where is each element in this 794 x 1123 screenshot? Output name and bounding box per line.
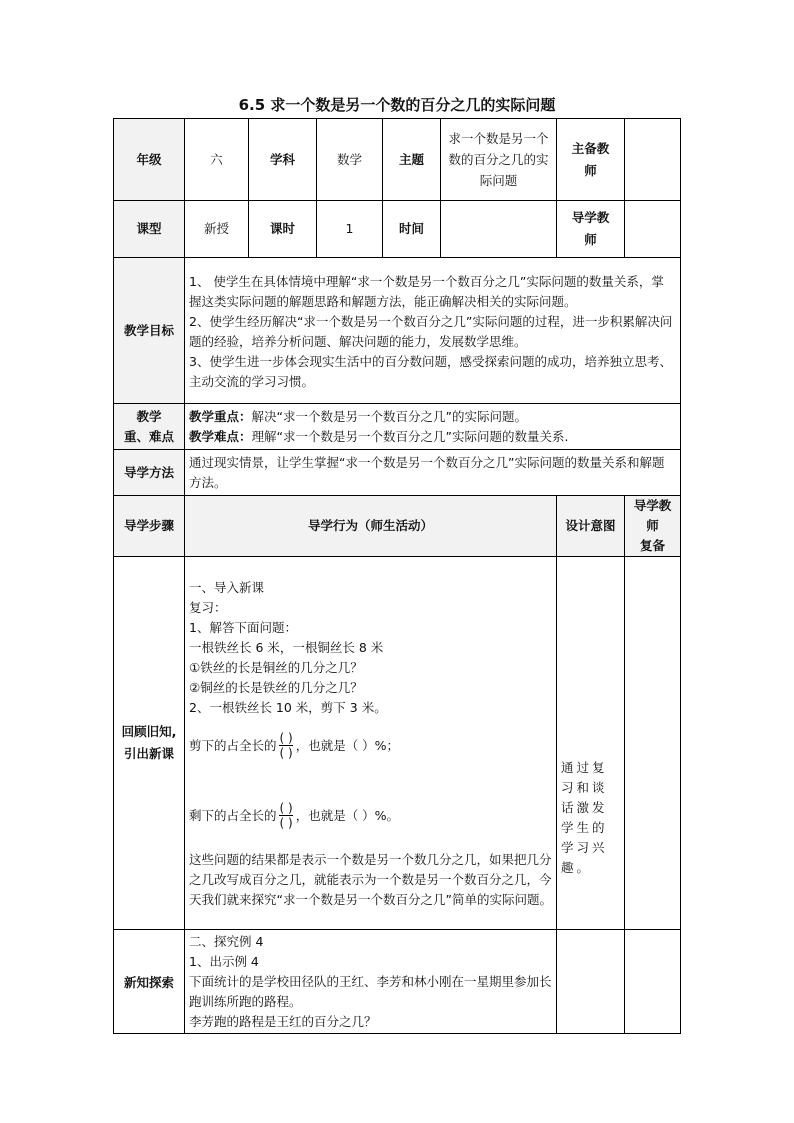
text-line: ①铁丝的长是铜丝的几分之几？ [189,659,363,675]
info-row-2 [114,201,681,258]
period-label: 课时 [249,201,317,258]
time-value [441,201,557,258]
steps-header: 导学步骤 [114,496,185,557]
review-teacher-notes [625,557,681,930]
grade-value: 六 [185,119,249,201]
text-line: 1、解答下面问题： [189,619,297,635]
review-section-row [114,557,681,930]
goal-item: 1、 使学生在具体情境中理解“求一个数是另一个数百分之几”实际问题的数量关系，掌握这类实际问题的解题思路和解题方法，能正确解决相关的实际问题。 [189,273,664,309]
fraction-blank: $\frac{( )}{( )}$ [279,731,293,760]
lesson-type-label: 课型 [114,201,185,258]
method-row [114,450,681,496]
page-title: 6.5 求一个数是另一个数的百分之几的实际问题 [238,96,556,114]
guide-teacher-value [625,201,681,258]
difficulty-line: 教学难点：理解“求一个数是另一个数百分之几”实际问题的数量关系. [189,428,569,444]
info-row-1 [114,119,681,201]
method-text: 通过现实情景，让学生掌握“求一个数是另一个数百分之几”实际问题的数量关系和解题方法。 [185,450,681,496]
teacher-value [625,119,681,201]
subject-value: 数学 [317,119,383,201]
review-section-label: 回顾旧知,引出新课 [114,557,185,930]
text-line: 下面统计的是学校田径队的王红、李芳和林小刚在一星期里参加长跑训练所跑的路程。 [189,974,552,1009]
goal-item: 2、使学生经历解决“求一个数是另一个数百分之几”实际问题的过程，进一步积累解决问题的经验，培养分析问题、解决问题的能力，发展数学思维。 [189,313,673,349]
fraction-blank: $\frac{( )}{( )}$ [279,801,293,830]
lesson-type-value: 新授 [185,201,249,258]
topic-label: 主题 [383,119,441,201]
guide-teacher-label: 导学教师 [557,201,625,258]
teacher-label: 主备教师 [557,119,625,201]
explore-section-content [185,930,557,1034]
text-line: 复习： [189,599,227,615]
explore-section-label: 新知探索 [114,930,185,1034]
method-label: 导学方法 [114,450,185,496]
topic-value: 求一个数是另一个数的百分之几的实际问题 [441,119,557,201]
keypoints-label: 教学 重、难点 [114,404,185,450]
explore-section-row [114,930,681,1034]
review-design-intent: 通过复习和谈话激发学生的学习兴趣。 [557,557,625,930]
goals-row [114,258,681,404]
explore-design-intent [557,930,625,1034]
keypoints-content [185,404,681,450]
intro-paragraph: 这些问题的结果都是表示一个数是另一个数几分之几，如果把几分之几改写成百分之几，就能表示为一个数是另一个数百分之几，今天我们就来探究“求一个数是另一个数百分之几”简单的实际问题。 [189,851,552,907]
time-label: 时间 [383,201,441,258]
text-line: ②铜丝的长是铁丝的几分之几？ [189,679,363,695]
goals-content [185,258,681,404]
text-line: 二、探究例 4 [189,934,264,949]
subject-label: 学科 [249,119,317,201]
period-value: 1 [317,201,383,258]
design-header: 设计意图 [557,496,625,557]
lesson-plan-table [113,118,681,1034]
text-line: 一、导入新课 [189,579,265,595]
goals-label: 教学目标 [114,258,185,404]
grade-label: 年级 [114,119,185,201]
text-line: 李芳跑的路程是王红的百分之几？ [189,1014,377,1029]
text-line: 2、一根铁丝长 10 米，剪下 3 米。 [189,699,387,715]
text-line: 1、出示例 4 [189,954,259,969]
goal-item: 3、使学生进一步体会现实生活中的百分数问题，感受探索问题的成功，培养独立思考、主动交流的学习习惯。 [189,353,672,389]
explore-teacher-notes [625,930,681,1034]
review-section-content [185,557,557,930]
review-header: 导学教师 复备 [625,496,681,557]
cut-fraction-line: 剪下的占全长的 $\frac{( )}{( )}$ ，也就是（ ）%； [189,731,400,760]
focus-line: 教学重点：解决“求一个数是另一个数百分之几”的实际问题。 [189,408,527,424]
steps-header-row [114,496,681,557]
keypoints-row [114,404,681,450]
remain-fraction-line: 剩下的占全长的 $\frac{( )}{( )}$ ，也就是（ ）%。 [189,801,400,830]
actions-header: 导学行为（师生活动） [185,496,557,557]
text-line: 一根铁丝长 6 米，一根铜丝长 8 米 [189,639,384,655]
